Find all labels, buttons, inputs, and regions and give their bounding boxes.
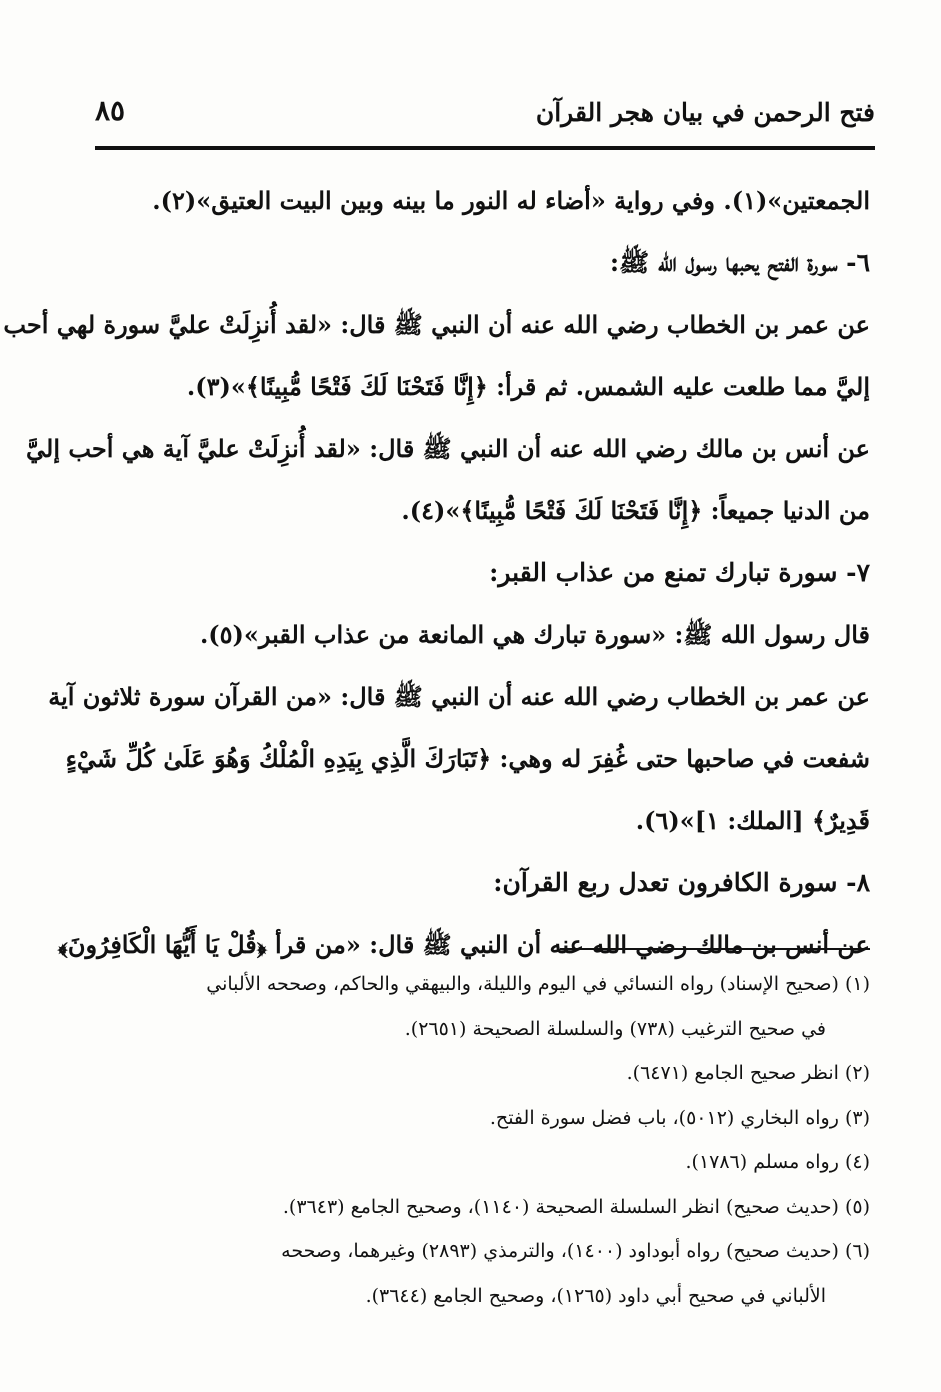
footnote-line: في صحيح الترغيب (٧٣٨) والسلسلة الصحيحة (٢٦٥١). <box>404 1017 826 1040</box>
body-line: قال رسول الله ﷺ: «سورة تبارك هي المانعة من عذاب القبر»(٥). <box>199 620 870 649</box>
body-line: عن عمر بن الخطاب رضي الله عنه أن النبي ﷺ قال: «لقد أُنزِلَتْ عليَّ سورة لهي أحب <box>3 310 870 339</box>
footnotes <box>95 962 870 1318</box>
section-heading: ٦- سورة الفتح يحبها رسول الله ﷺ: <box>609 248 870 277</box>
body-text <box>3 170 870 976</box>
body-line: إليَّ مما طلعت عليه الشمس. ثم قرأ: ﴿إِنَّا فَتَحْنَا لَكَ فَتْحًا مُّبِينًا﴾»(٣). <box>186 372 870 401</box>
footnote-line: (١) (صحيح الإسناد) رواه النسائي في اليوم والليلة، والبيهقي والحاكم، وصححه الألباني <box>206 973 870 995</box>
footnote-line: (٦) (حديث صحيح) رواه أبوداود (١٤٠٠)، والترمذي (٢٨٩٣) وغيرهما، وصححه <box>281 1240 870 1262</box>
body-line: عن عمر بن الخطاب رضي الله عنه أن النبي ﷺ قال: «من القرآن سورة ثلاثون آية <box>48 682 870 711</box>
footnote-line: (٥) (حديث صحيح) انظر السلسلة الصحيحة (١١٤٠)، وصحيح الجامع (٣٦٤٣). <box>282 1195 870 1218</box>
footnote-line: (٢) انظر صحيح الجامع (٦٤٧١). <box>626 1062 870 1084</box>
section-heading: ٧- سورة تبارك تمنع من عذاب القبر: <box>489 558 870 587</box>
footnote-line: الألباني في صحيح أبي داود (١٢٦٥)، وصحيح الجامع (٣٦٤٤). <box>365 1284 826 1307</box>
footnote-separator <box>560 948 870 950</box>
footnote-line: (٤) رواه مسلم (١٧٨٦). <box>685 1151 870 1173</box>
header-rule <box>95 146 875 150</box>
footnote-line: (٣) رواه البخاري (٥٠١٢)، باب فضل سورة الفتح. <box>489 1106 870 1129</box>
body-line: عن أنس بن مالك رضي الله عنه أن النبي ﷺ قال: «لقد أُنزِلَتْ عليَّ آية هي أحب إليَّ <box>26 434 870 463</box>
body-line: شفعت في صاحبها حتى غُفِرَ له وهي: ﴿تَبَارَكَ الَّذِي بِيَدِهِ الْمُلْكُ وَهُوَ عَلَىٰ كُلِّ شَيْءٍ <box>65 744 870 773</box>
section-heading: ٨- سورة الكافرون تعدل ربع القرآن: <box>493 868 870 897</box>
body-line: من الدنيا جميعاً: ﴿إِنَّا فَتَحْنَا لَكَ فَتْحًا مُّبِينًا﴾»(٤). <box>401 496 870 525</box>
body-line: عن أنس بن مالك رضي الله عنه أن النبي ﷺ قال: «من قرأ ﴿قُلْ يَا أَيُّهَا الْكَافِرُونَ﴾ <box>58 930 870 959</box>
body-line: قَدِيرٌ﴾ [الملك: ١]»(٦). <box>635 806 870 835</box>
body-line: الجمعتين»(١). وفي رواية «أضاء له النور ما بينه وبين البيت العتيق»(٢). <box>152 186 870 215</box>
running-title: فتح الرحمن في بيان هجر القرآن <box>535 98 875 127</box>
page-header <box>95 88 875 138</box>
page-number: ٨٥ <box>95 94 126 127</box>
